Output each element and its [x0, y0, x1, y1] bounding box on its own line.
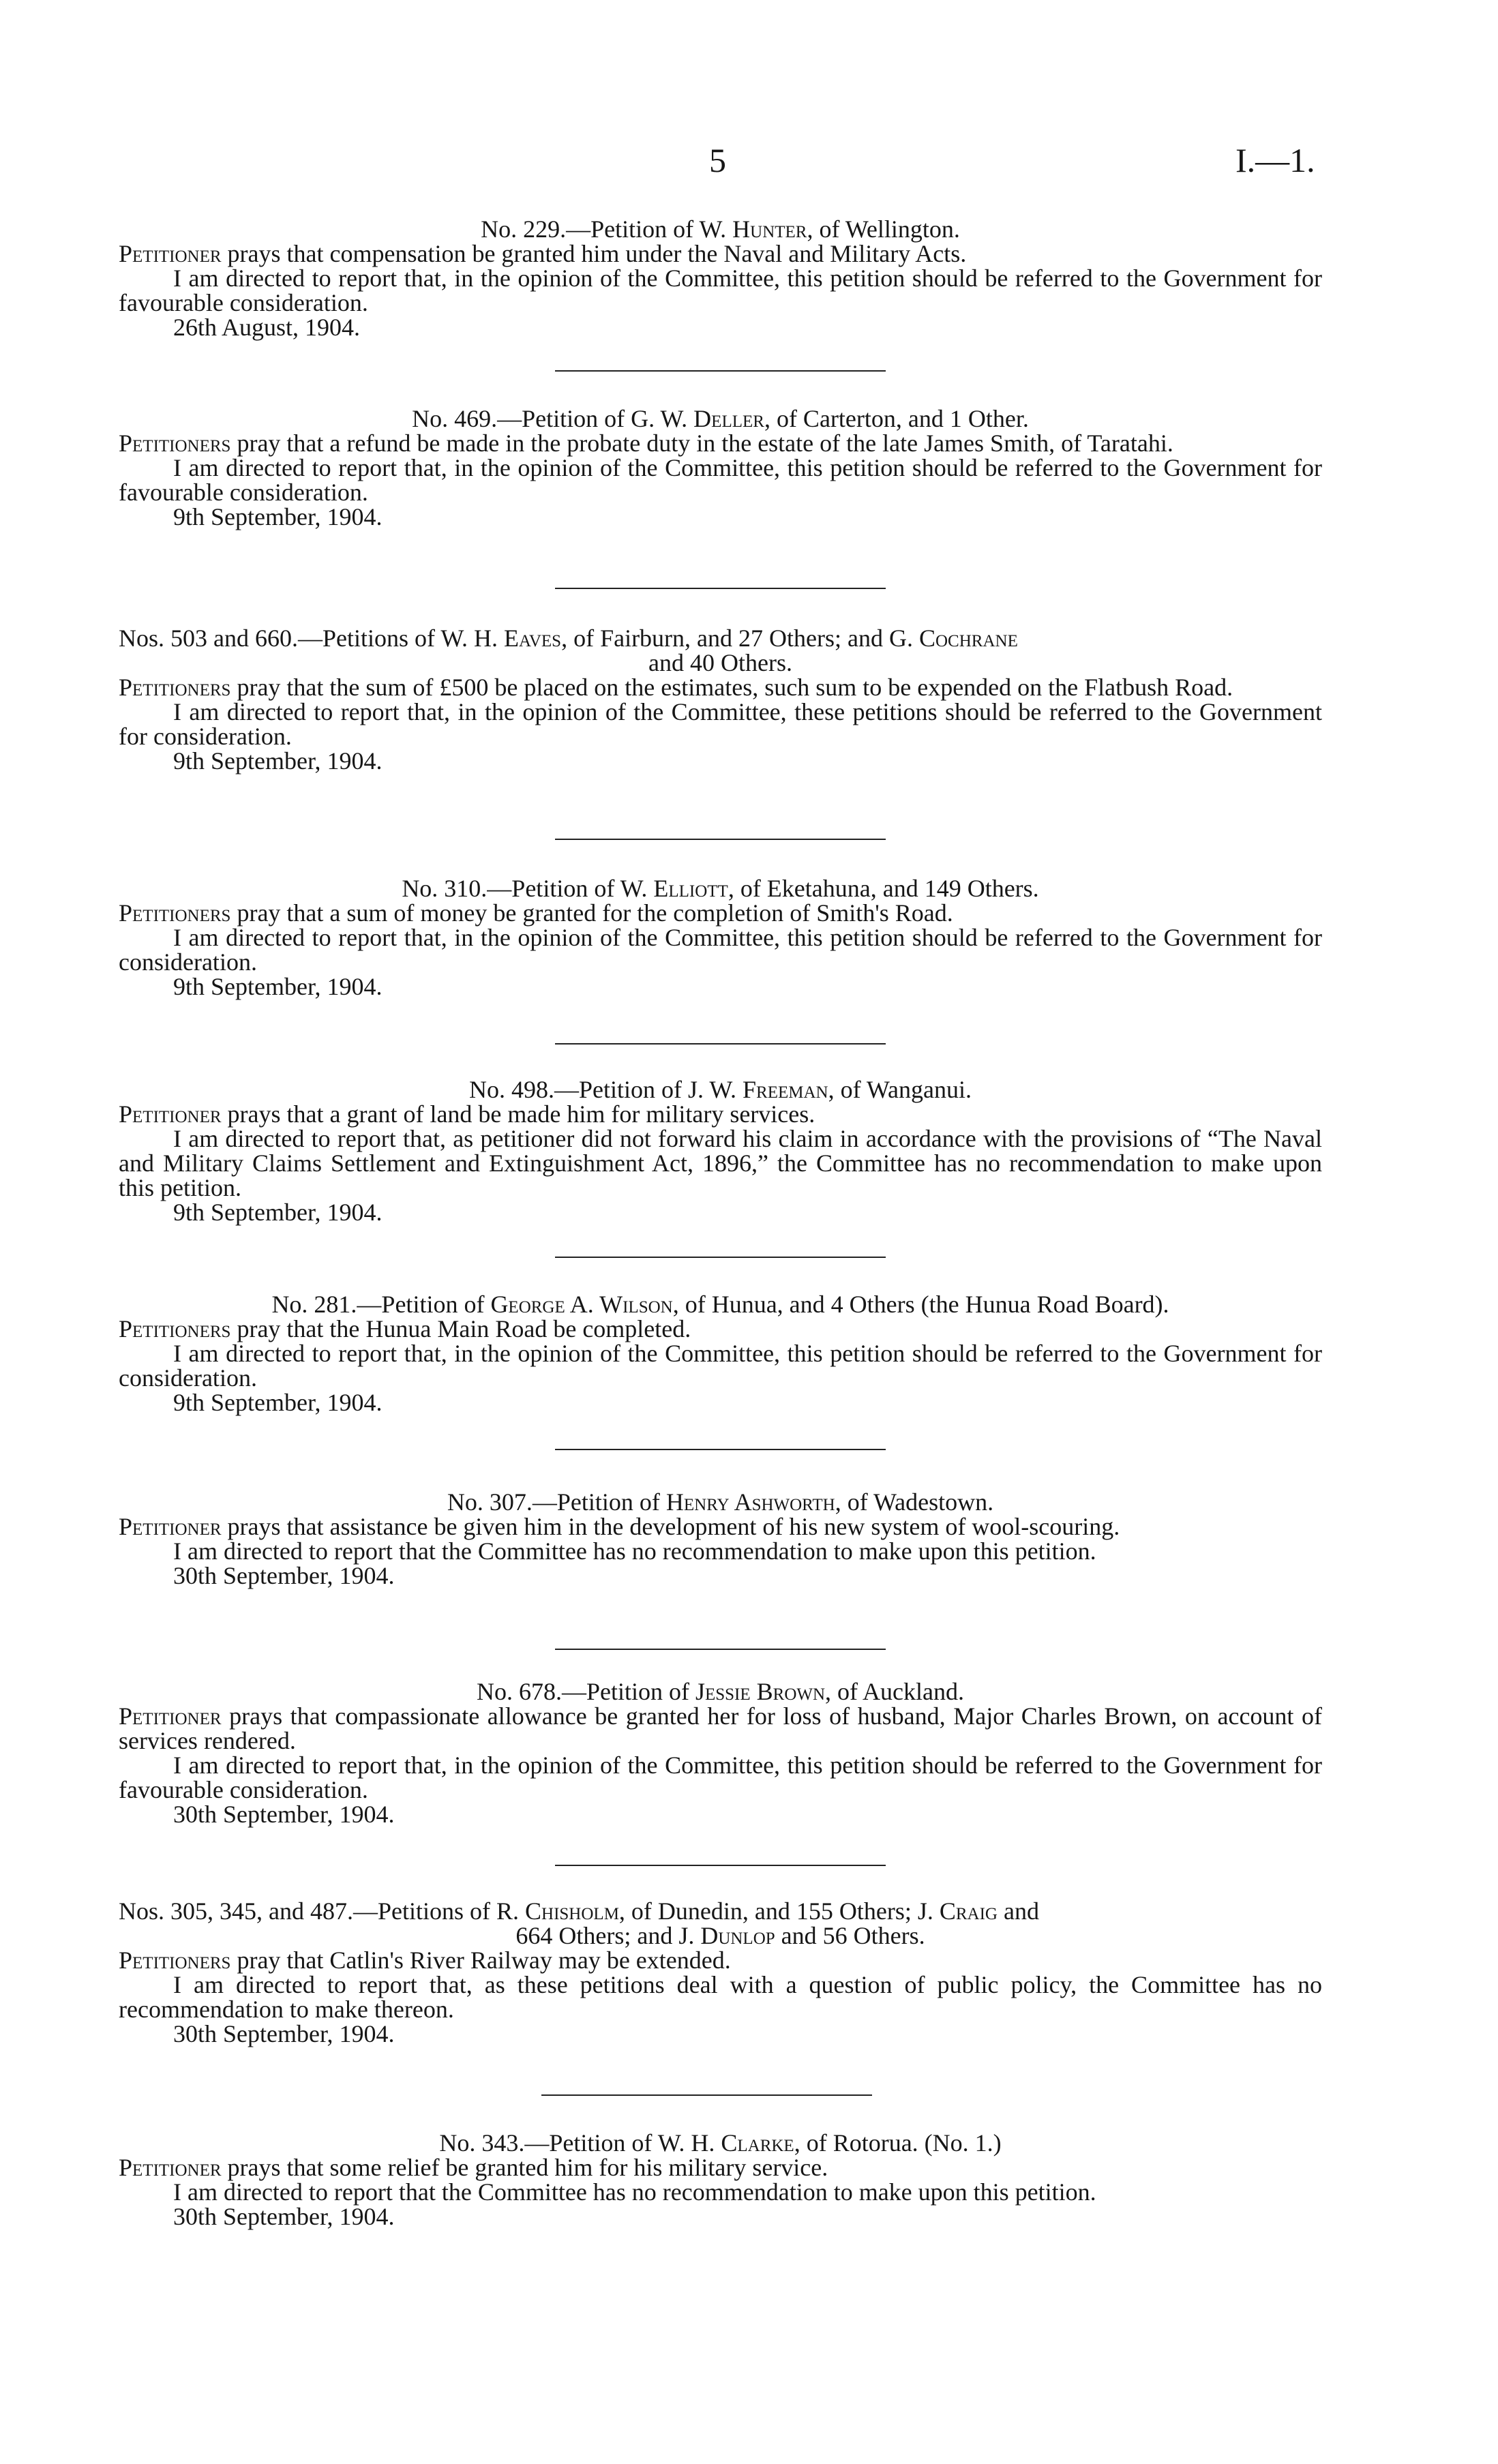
separator-rule	[555, 839, 886, 840]
petition-entry	[119, 626, 1322, 773]
petition-date: 30th September, 1904.	[173, 2203, 395, 2230]
petition-entry	[119, 1292, 1322, 1415]
petition-prayer: Petitioners pray that the Hunua Main Road be completed.	[119, 1315, 691, 1342]
petition-prayer: Petitioner prays that some relief be granted him for his military service.	[119, 2154, 828, 2181]
petition-heading: No. 498.—Petition of J. W. Freeman, of Wanganui.	[468, 1076, 972, 1103]
petition-prayer: Petitioners pray that a refund be made in the probate duty in the estate of the late James Smith, of Taratahi.	[119, 430, 1173, 457]
petition-heading: No. 469.—Petition of G. W. Deller, of Carterton, and 1 Other.	[412, 405, 1029, 432]
separator-rule	[555, 1449, 886, 1450]
petition-report: I am directed to report that, as these petitions deal with a question of public policy, the Committee has no recommendation to make thereon.	[119, 1971, 1322, 2023]
petition-date: 9th September, 1904.	[173, 1389, 383, 1416]
petition-report: I am directed to report that, in the opinion of the Committee, these petitions should be referred to the Government for consideration.	[119, 698, 1322, 750]
petition-report: I am directed to report that, in the opinion of the Committee, this petition should be referred to the Government for favourable consideration.	[119, 1752, 1322, 1803]
petition-report: I am directed to report that, in the opinion of the Committee, this petition should be referred to the Government for consideration.	[119, 1340, 1322, 1392]
petition-prayer: Petitioners pray that Catlin's River Railway may be extended.	[119, 1947, 731, 1974]
separator-rule	[555, 1649, 886, 1650]
petition-entry	[119, 1899, 1322, 2046]
petition-heading-continued: 664 Others; and J. Dunlop and 56 Others.	[515, 1922, 925, 1949]
separator-rule	[541, 2094, 872, 2096]
petition-prayer: Petitioner prays that assistance be given him in the development of his new system of wool-scouring.	[119, 1513, 1120, 1540]
separator-rule	[555, 1865, 886, 1866]
petition-prayer: Petitioners pray that a sum of money be granted for the completion of Smith's Road.	[119, 899, 953, 927]
petition-heading: No. 310.—Petition of W. Elliott, of Eketahuna, and 149 Others.	[402, 875, 1039, 902]
petition-entry	[119, 406, 1322, 529]
petition-report: I am directed to report that, in the opinion of the Committee, this petition should be referred to the Government for favourable consideration.	[119, 265, 1322, 316]
petition-date: 9th September, 1904.	[173, 973, 383, 1000]
petition-date: 9th September, 1904.	[173, 503, 383, 530]
separator-rule	[555, 1043, 886, 1045]
petition-heading: No. 343.—Petition of W. H. Clarke, of Rotorua. (No. 1.)	[439, 2129, 1002, 2157]
petition-date: 26th August, 1904.	[173, 314, 361, 341]
petition-report: I am directed to report that, in the opinion of the Committee, this petition should be referred to the Government for consideration.	[119, 924, 1322, 976]
petition-heading: Nos. 503 and 660.—Petitions of W. H. Eaves, of Fairburn, and 27 Others; and G. Cochrane	[119, 625, 1018, 652]
petition-heading: Nos. 305, 345, and 487.—Petitions of R. Chisholm, of Dunedin, and 155 Others; J. Craig and	[119, 1897, 1039, 1925]
petition-heading: No. 281.—Petition of George A. Wilson, of Hunua, and 4 Others (the Hunua Road Board).	[271, 1291, 1169, 1318]
petition-entry	[119, 2131, 1322, 2229]
petition-heading: No. 229.—Petition of W. Hunter, of Wellington.	[481, 215, 960, 243]
petition-prayer: Petitioner prays that a grant of land be made him for military services.	[119, 1100, 815, 1128]
separator-rule	[555, 588, 886, 589]
petition-prayer: Petitioner prays that compensation be granted him under the Naval and Military Acts.	[119, 240, 967, 267]
page-number: 5	[709, 141, 726, 179]
petition-entry	[119, 876, 1322, 999]
petition-heading-continued: and 40 Others.	[648, 649, 792, 676]
petition-report: I am directed to report that the Committee has no recommendation to make upon this petition.	[173, 2178, 1096, 2206]
petition-prayer: Petitioners pray that the sum of £500 be placed on the estimates, such sum to be expended on the Flatbush Road.	[119, 674, 1233, 701]
petition-date: 9th September, 1904.	[173, 1199, 383, 1226]
petition-report: I am directed to report that, in the opinion of the Committee, this petition should be referred to the Government for favourable consideration.	[119, 454, 1322, 506]
petition-date: 30th September, 1904.	[173, 2020, 395, 2047]
petition-report: I am directed to report that the Committee has no recommendation to make upon this petition.	[173, 1537, 1096, 1565]
petition-prayer: Petitioner prays that compassionate allowance be granted her for loss of husband, Major Charles Brown, on account of services rendered.	[119, 1702, 1322, 1754]
page-reference: I.—1.	[1235, 141, 1315, 179]
petition-entry	[119, 1490, 1322, 1588]
petition-heading: No. 678.—Petition of Jessie Brown, of Auckland.	[476, 1678, 965, 1705]
petition-date: 30th September, 1904.	[173, 1801, 395, 1828]
petition-entry	[119, 217, 1322, 340]
petition-date: 30th September, 1904.	[173, 1562, 395, 1589]
separator-rule	[555, 1257, 886, 1258]
petition-date: 9th September, 1904.	[173, 747, 383, 775]
separator-rule	[555, 370, 886, 372]
petition-report: I am directed to report that, as petitioner did not forward his claim in accordance with the provisions of “The Naval and Military Claims Settlement and Extinguishment Act, 1896,” the Committee has no recommendation to make upon this petition.	[119, 1125, 1322, 1201]
petition-entry	[119, 1077, 1322, 1225]
petition-entry	[119, 1679, 1322, 1827]
petition-heading: No. 307.—Petition of Henry Ashworth, of Wadestown.	[447, 1488, 994, 1516]
